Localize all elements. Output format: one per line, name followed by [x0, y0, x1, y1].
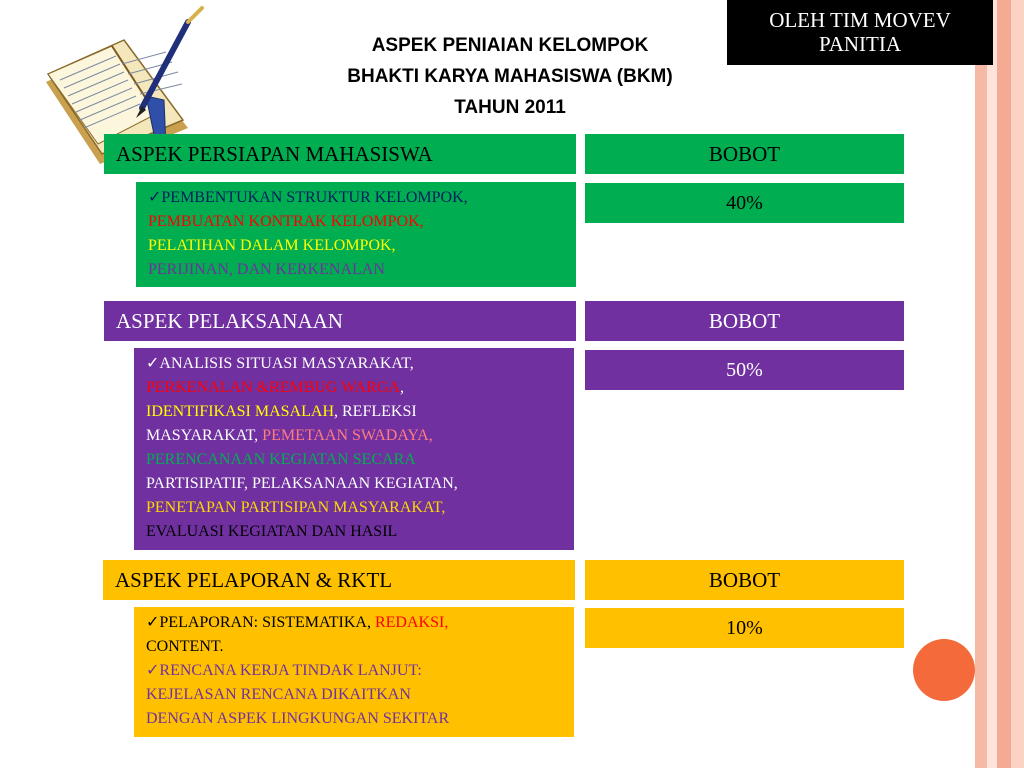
list-item: PEMBENTUKAN STRUKTUR KELOMPOK, [161, 189, 468, 206]
page-title [250, 30, 770, 123]
list-item: PERENCANAAN KEGIATAN SECARA [146, 451, 416, 468]
weight-value-pelaporan: 10% [585, 608, 904, 648]
list-item: PERIJINAN, DAN KERKENALAN [148, 261, 385, 278]
weight-header-pelaksanaan: BOBOT [585, 301, 904, 341]
check-icon: ✓ [146, 355, 160, 372]
list-item: EVALUASI KEGIATAN DAN HASIL [146, 523, 398, 540]
list-item: IDENTIFIKASI MASALAH [146, 403, 334, 420]
list-item: PEMBUATAN KONTRAK KELOMPOK, [148, 213, 424, 230]
decorative-stripe [975, 0, 987, 768]
check-icon: ✓ [148, 189, 162, 206]
weight-value-persiapan: 40% [585, 183, 904, 223]
title-line1: ASPEK PENIAIAN KELOMPOK [371, 35, 649, 56]
decorative-stripe [1011, 0, 1024, 768]
list-item: , [399, 379, 404, 396]
aspect-items-pelaksanaan [134, 348, 574, 550]
weight-header-pelaporan: BOBOT [585, 560, 904, 600]
list-item: MASYARAKAT, [146, 427, 259, 444]
check-icon: ✓ [146, 614, 160, 631]
title-line3: TAHUN 2011 [454, 97, 566, 118]
decorative-stripe [987, 0, 997, 768]
aspect-header-persiapan: ASPEK PERSIAPAN MAHASISWA [104, 134, 576, 174]
title-line2: BHAKTI KARYA MAHASISWA (BKM) [347, 66, 673, 87]
list-item: PERKENALAN &REMBUG WARGA [146, 379, 400, 396]
list-item: PEMETAAN SWADAYA, [262, 427, 433, 444]
aspect-items-pelaporan [134, 607, 574, 737]
weight-header-persiapan: BOBOT [585, 134, 904, 174]
list-item: KEJELASAN RENCANA DIKAITKAN [146, 686, 411, 703]
list-item: ANALISIS SITUASI MASYARAKAT, [159, 355, 414, 372]
list-item: DENGAN ASPEK LINGKUNGAN SEKITAR [146, 710, 450, 727]
list-item: RENCANA KERJA TINDAK LANJUT: [159, 662, 422, 679]
team-label-line1: OLEH TIM MOVEV [769, 8, 951, 32]
aspect-items-persiapan [136, 182, 576, 287]
aspect-header-pelaporan: ASPEK PELAPORAN & RKTL [103, 560, 575, 600]
orange-circle-ornament [913, 639, 975, 701]
list-item: PELAPORAN: SISTEMATIKA, [159, 614, 371, 631]
list-item: PELATIHAN DALAM KELOMPOK, [148, 237, 396, 254]
list-item: PARTISIPATIF, PELAKSANAAN KEGIATAN, [146, 475, 458, 492]
weight-value-pelaksanaan: 50% [585, 350, 904, 390]
check-icon: ✓ [146, 662, 160, 679]
decorative-stripe [997, 0, 1011, 768]
aspect-header-pelaksanaan: ASPEK PELAKSANAAN [104, 301, 576, 341]
list-item: REDAKSI, [374, 614, 449, 631]
team-label-line2: PANITIA [818, 32, 902, 56]
list-item: , REFLEKSI [334, 403, 417, 420]
list-item: PENETAPAN PARTISIPAN MASYARAKAT, [146, 499, 446, 516]
list-item: CONTENT. [146, 638, 224, 655]
